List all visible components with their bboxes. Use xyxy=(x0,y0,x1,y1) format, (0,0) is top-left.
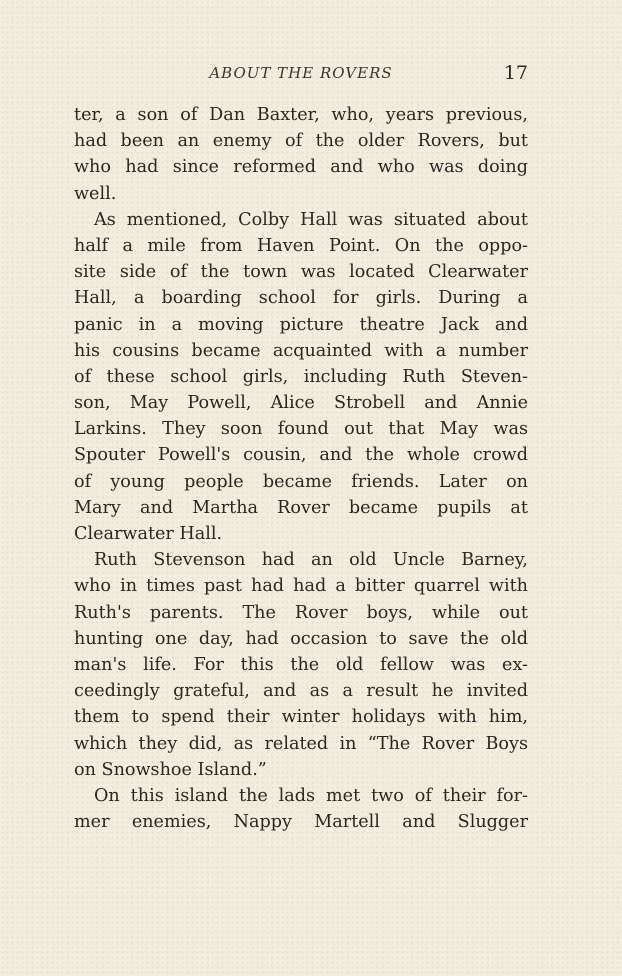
text-line: Larkins. They soon found out that May was xyxy=(74,419,528,440)
text-line: on Snowshoe Island.” xyxy=(74,759,267,780)
text-line: ceedingly grateful, and as a result he invited xyxy=(74,681,528,702)
text-line: man's life. For this the old fellow was ex- xyxy=(74,654,528,675)
text-line: which they did, as related in “The Rover Boys xyxy=(74,733,528,754)
running-head xyxy=(74,64,528,90)
text-line: panic in a moving picture theatre Jack and xyxy=(74,314,528,335)
text-line: Spouter Powell's cousin, and the whole crowd xyxy=(74,445,528,466)
text-line: On this island the lads met two of their for- xyxy=(94,785,528,806)
text-line: As mentioned, Colby Hall was situated about xyxy=(94,209,528,230)
text-line: of these school girls, including Ruth Steven- xyxy=(74,366,528,387)
text-line: mer enemies, Nappy Martell and Slugger xyxy=(74,812,528,833)
text-line: hunting one day, had occasion to save the old xyxy=(74,628,528,649)
text-line: Clearwater Hall. xyxy=(74,524,223,544)
page-number: 17 xyxy=(503,62,528,84)
text-line: Ruth Stevenson had an old Uncle Barney, xyxy=(94,550,528,571)
text-line: his cousins became acquainted with a number xyxy=(74,340,528,361)
text-line: of young people became friends. Later on xyxy=(74,471,528,492)
text-line: had been an enemy of the older Rovers, but xyxy=(74,131,528,152)
text-line: them to spend their winter holidays with him, xyxy=(74,707,528,728)
text-line: Ruth's parents. The Rover boys, while out xyxy=(74,602,528,623)
text-line: who had since reformed and who was doing xyxy=(74,157,528,178)
text-line: who in times past had had a bitter quarrel with xyxy=(74,576,528,597)
text-line: ter, a son of Dan Baxter, who, years previous, xyxy=(74,105,528,125)
text-line: well. xyxy=(74,183,117,204)
text-line: site side of the town was located Clearwater xyxy=(74,262,528,283)
text-line: Mary and Martha Rover became pupils at xyxy=(74,497,528,518)
running-title: ABOUT THE ROVERS xyxy=(209,64,393,82)
text-line: Hall, a boarding school for girls. During a xyxy=(74,288,528,309)
body-text xyxy=(74,102,528,835)
text-line: son, May Powell, Alice Strobell and Annie xyxy=(74,393,528,414)
text-line: half a mile from Haven Point. On the oppo- xyxy=(74,235,528,256)
